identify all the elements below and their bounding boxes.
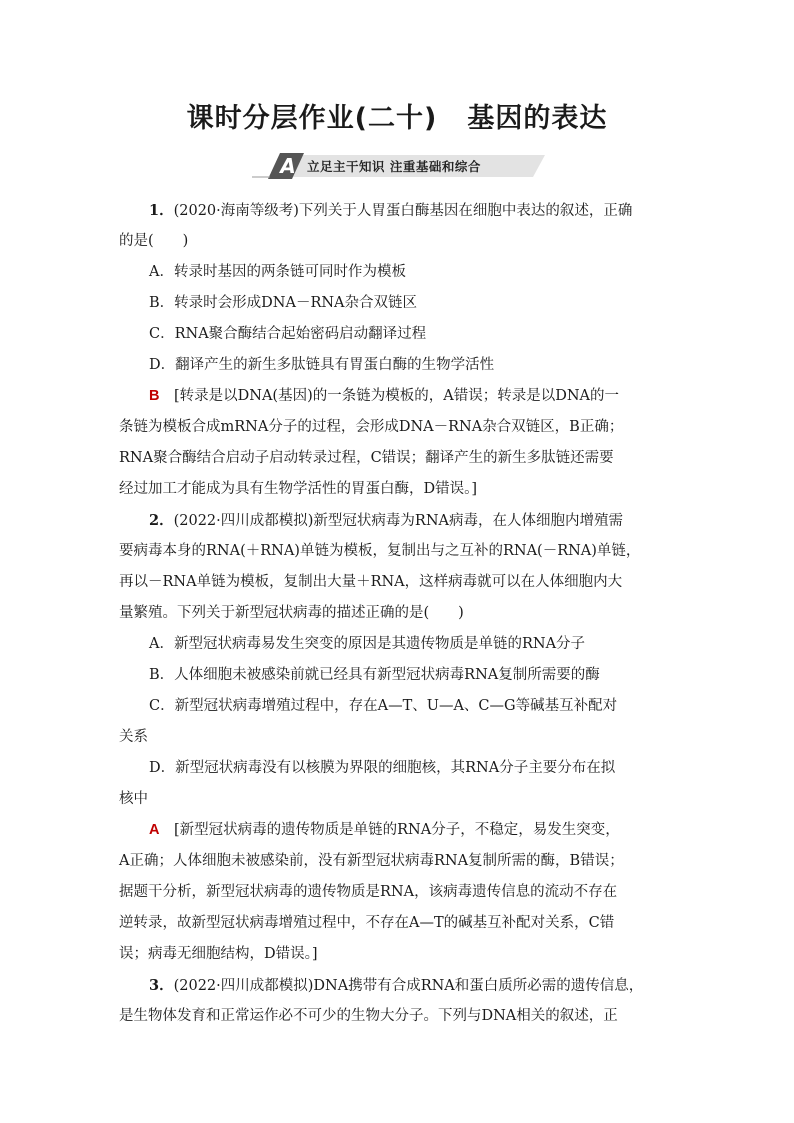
q1-option-a: A．转录时基因的两条链可同时作为模板 [149, 264, 406, 280]
q2-option-d: D．新型冠状病毒没有以核膜为界限的细胞核，其RNA分子主要分布在拟 [149, 760, 616, 776]
q2-answer: A [149, 822, 160, 838]
q2-explanation-line: A正确；人体细胞未被感染前，没有新型冠状病毒RNA复制所需的酶，B错误； [119, 853, 624, 869]
q2-option-a: A．新型冠状病毒易发生突变的原因是其遗传物质是单链的RNA分子 [149, 636, 586, 652]
q2-stem-line: 要病毒本身的RNA(＋RNA)单链为模板，复制出与之互补的RNA(－RNA)单链， [119, 543, 641, 559]
q2-explanation-line: A [新型冠状病毒的遗传物质是单链的RNA分子，不稳定，易发生突变， [149, 822, 620, 838]
q2-explanation-line: 逆转录，故新型冠状病毒增殖过程中，不存在A—T的碱基互补配对关系，C错 [119, 915, 615, 931]
q2-stem-line: 2．(2022·四川成都模拟)新型冠状病毒为RNA病毒，在人体细胞内增殖需 [149, 512, 623, 529]
q1-answer: B [149, 388, 160, 404]
section-badge-letter: A [280, 154, 296, 178]
q2-number: 2． [149, 512, 174, 529]
q1-option-b: B．转录时会形成DNA－RNA杂合双链区 [149, 295, 418, 311]
q1-stem-line: 1．(2020·海南等级考)下列关于人胃蛋白酶基因在细胞中表达的叙述，正确 [149, 202, 633, 219]
q3-stem-line: 3．(2022·四川成都模拟)DNA携带有合成RNA和蛋白质所必需的遗传信息， [149, 977, 644, 994]
q2-option-c-cont: 关系 [119, 729, 148, 745]
q1-explanation-line: 经过加工才能成为具有生物学活性的胃蛋白酶，D错误。] [119, 481, 478, 497]
q2-explanation-line: 误；病毒无细胞结构，D错误。] [119, 946, 318, 962]
q2-option-c: C．新型冠状病毒增殖过程中，存在A—T、U—A、C—G等碱基互补配对 [149, 698, 618, 714]
q2-stem-line: 量繁殖。下列关于新型冠状病毒的描述正确的是( ) [119, 605, 464, 621]
q1-explanation-line: 条链为模板合成mRNA分子的过程，会形成DNA－RNA杂合双链区，B正确； [119, 419, 624, 435]
title-topic: 基因的表达 [467, 103, 608, 134]
q3-number: 3． [149, 977, 174, 994]
q1-option-c: C．RNA聚合酶结合起始密码启动翻译过程 [149, 326, 427, 342]
page-title [0, 96, 794, 135]
q2-option-d-cont: 核中 [119, 791, 148, 807]
section-banner [252, 153, 545, 179]
q1-explanation-line: RNA聚合酶结合启动子启动转录过程，C错误；翻译产生的新生多肽链还需要 [119, 450, 614, 466]
q2-option-b: B．人体细胞未被感染前就已经具有新型冠状病毒RNA复制所需要的酶 [149, 667, 600, 683]
q2-explanation-line: 据题干分析，新型冠状病毒的遗传物质是RNA，该病毒遗传信息的流动不存在 [119, 884, 618, 900]
q1-option-d: D．翻译产生的新生多肽链具有胃蛋白酶的生物学活性 [149, 357, 495, 373]
q1-number: 1． [149, 202, 174, 219]
title-main: 课时分层作业(二十) [186, 103, 438, 134]
q1-explanation-line: B [转录是以DNA(基因)的一条链为模板的，A错误；转录是以DNA的一 [149, 388, 619, 404]
q1-stem-line: 的是( ) [119, 233, 189, 249]
section-banner-text: 立足主干知识 注重基础和综合 [307, 159, 481, 174]
q3-stem-line: 是生物体发育和正常运作必不可少的生物大分子。下列与DNA相关的叙述，正 [119, 1008, 618, 1024]
q2-stem-line: 再以－RNA单链为模板，复制出大量＋RNA，这样病毒就可以在人体细胞内大 [119, 574, 623, 590]
